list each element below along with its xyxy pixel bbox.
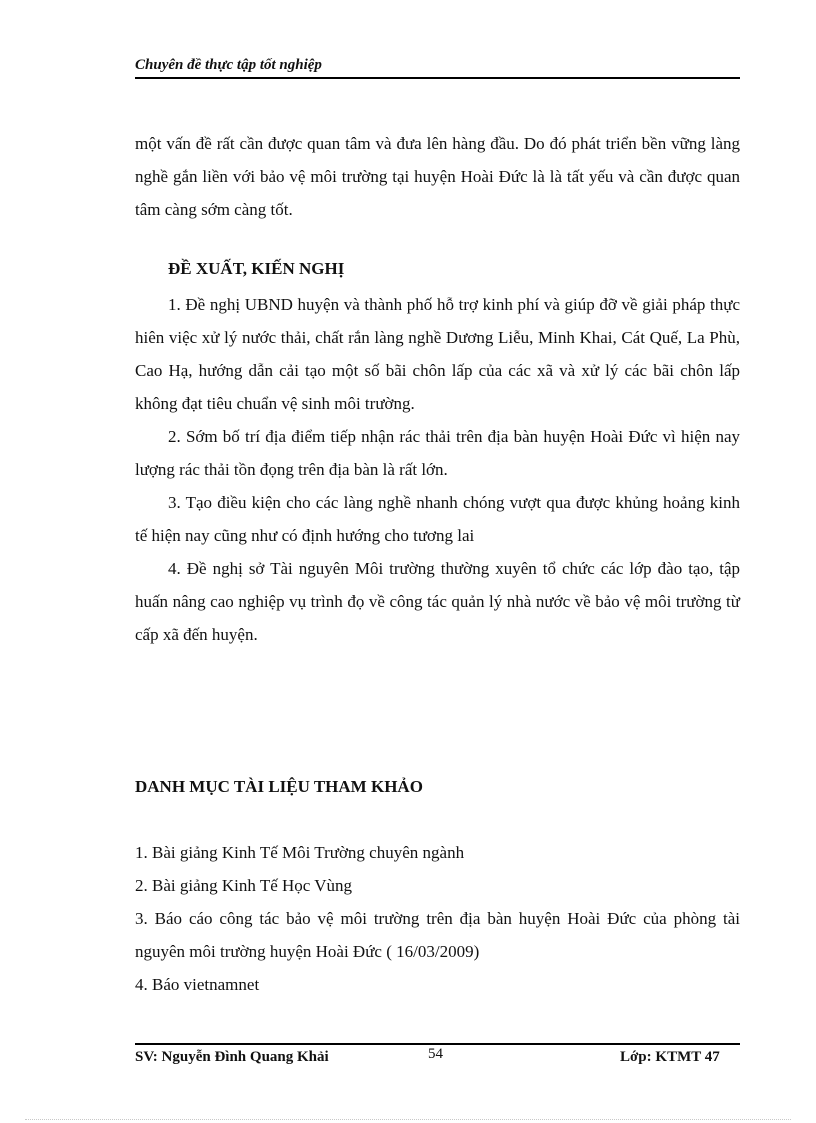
intro-paragraph: một vấn đề rất cần được quan tâm và đưa lên hàng đầu. Do đó phát triển bền vững làng nghề gắn liền với bảo vệ môi trường tại huyện Hoài Đức là là tất yếu và cần được quan tâm càng sớm càng tốt. bbox=[135, 134, 740, 219]
intro-section bbox=[135, 127, 740, 226]
proposal-item-4: 4. Đề nghị sở Tài nguyên Môi trường thường xuyên tổ chức các lớp đào tạo, tập huấn nâng cao nghiệp vụ trình đọ về công tác quản lý nhà nước về bảo vệ môi trường từ cấp xã đến huyện. bbox=[135, 559, 740, 644]
proposals-list bbox=[135, 288, 740, 651]
page-edge-divider bbox=[25, 1119, 791, 1120]
reference-item-1: 1. Bài giảng Kinh Tế Môi Trường chuyên ngành bbox=[135, 843, 465, 862]
footer-student: SV: Nguyễn Đình Quang Khải bbox=[135, 1049, 329, 1065]
references-list bbox=[135, 836, 740, 1001]
page-number: 54 bbox=[428, 1046, 443, 1062]
reference-item-4: 4. Báo vietnamnet bbox=[135, 975, 260, 994]
footer-class: Lớp: KTMT 47 bbox=[620, 1049, 720, 1065]
reference-item-3: 3. Báo cáo công tác bảo vệ môi trường trên địa bàn huyện Hoài Đức của phòng tài nguyên môi trường huyện Hoài Đức ( 16/03/2009) bbox=[135, 909, 740, 961]
proposals-heading: ĐỀ XUẤT, KIẾN NGHỊ bbox=[168, 259, 345, 278]
proposal-item-1: 1. Đề nghị UBND huyện và thành phố hỗ trợ kinh phí và giúp đỡ về giải pháp thực hiên việc xử lý nước thải, chất rắn làng nghề Dương Liễu, Minh Khai, Cát Quế, La Phù, Cao Hạ, hướng dẫn cải tạo một số bãi chôn lấp của các xã và xử lý các bãi chôn lấp không đạt tiêu chuẩn vệ sinh môi trường. bbox=[135, 295, 740, 413]
proposal-item-3: 3. Tạo điều kiện cho các làng nghề nhanh chóng vượt qua được khủng hoảng kinh tế hiện nay cũng như có định hướng cho tương lai bbox=[135, 493, 740, 545]
footer-divider bbox=[135, 1043, 740, 1045]
proposal-item-2: 2. Sớm bố trí địa điểm tiếp nhận rác thải trên địa bàn huyện Hoài Đức vì hiện nay lượng rác thải tồn đọng trên địa bàn là rất lớn. bbox=[135, 427, 740, 479]
header-title: Chuyên đề thực tập tốt nghiệp bbox=[135, 57, 322, 73]
reference-item-2: 2. Bài giảng Kinh Tế Học Vùng bbox=[135, 876, 353, 895]
page-header bbox=[135, 57, 740, 79]
references-heading: DANH MỤC TÀI LIỆU THAM KHẢO bbox=[135, 777, 423, 796]
